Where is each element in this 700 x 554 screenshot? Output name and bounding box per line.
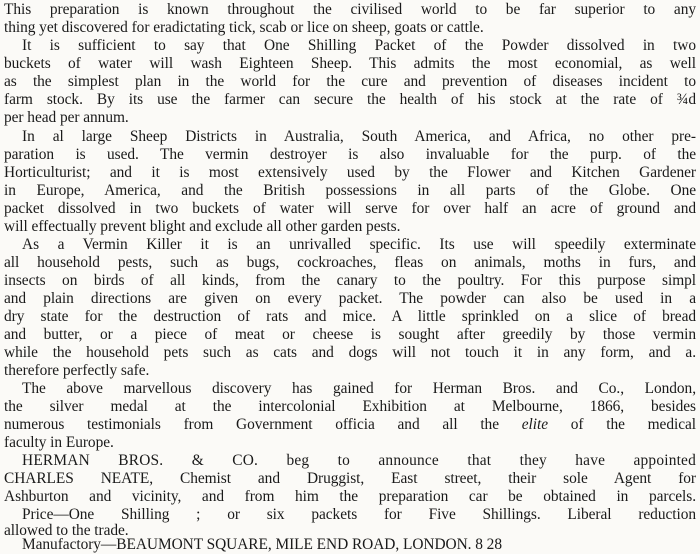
text-line: while the household pets such as cats and dogs will not touch it in any form, and a.	[4, 344, 696, 361]
text-line: as the simplest plan in the world for the cure and prevention of diseases incident to	[4, 73, 696, 90]
text-line: therefore perfectly safe.	[4, 362, 150, 379]
text-line: allowed to the trade.	[4, 522, 129, 539]
text-line: In al large Sheep Districts in Australia, South America, and Africa, no other pre-	[22, 128, 696, 145]
text-line: As a Vermin Killer it is an unrivalled specific. Its use will speedily exterminate	[22, 236, 696, 253]
text-line: Horticulturist; and it is most extensively used by the Flower and Kitchen Gardener	[4, 164, 696, 181]
italic-word: elite	[521, 416, 548, 433]
text-line: This preparation is known throughout the civilised world to be far superior to any	[4, 1, 696, 18]
text-segment: of the medical	[548, 416, 696, 433]
text-line: The above marvellous discovery has gained for Herman Bros. and Co., London,	[22, 380, 696, 397]
text-line: will effectually prevent blight and exclude all other garden pests.	[4, 218, 401, 235]
text-line: and butter, or a piece of meat or cheese is sought after greedily by those vermin	[4, 326, 696, 343]
text-line: It is sufficient to say that One Shilling Packet of the Powder dissolved in two	[22, 37, 696, 54]
text-line: Ashburton and vicinity, and from him the preparation car be obtained in parcels.	[4, 488, 696, 505]
text-line: Manufactory—BEAUMONT SQUARE, MILE END ROAD, LONDON. 8 28	[22, 536, 502, 553]
text-line: the silver medal at the intercolonial Exhibition at Melbourne, 1866, besides	[4, 398, 696, 415]
text-line: all household pests, such as bugs, cockroaches, fleas on animals, moths in furs, and	[4, 254, 696, 271]
text-line: paration is used. The vermin destroyer is also invaluable for the purp. of the	[4, 146, 696, 163]
text-line: CHARLES NEATE, Chemist and Druggist, East street, their sole Agent for	[4, 470, 696, 487]
text-line: in Europe, America, and the British possessions in all parts of the Globe. One	[4, 182, 696, 199]
text-line: per head per annum.	[4, 109, 129, 126]
text-line: Price—One Shilling ; or six packets for Five Shillings. Liberal reduction	[22, 506, 696, 523]
text-line: faculty in Europe.	[4, 434, 114, 451]
text-line: thing yet discovered for eradictating tick, scab or lice on sheep, goats or cattle.	[4, 19, 484, 36]
text-segment: numerous testimonials from Government officia and all the	[4, 416, 522, 433]
text-line: farm stock. By its use the farmer can secure the health of his stock at the rate of ¾d	[4, 91, 696, 108]
text-line: insects on birds of all kinds, from the canary to the poultry. For this purpose simpl	[4, 272, 696, 289]
text-line: dry state for the destruction of rats and mice. A little sprinkled on a slice of bread	[4, 308, 696, 325]
text-line: packet dissolved in two buckets of water will serve for over half an acre of ground and	[4, 200, 696, 217]
text-line: and plain directions are given on every packet. The powder can also be used in a	[4, 290, 696, 307]
text-line: HERMAN BROS. & CO. beg to announce that they have appointed	[22, 452, 696, 469]
text-line	[4, 416, 696, 434]
text-line: buckets of water will wash Eighteen Sheep. This admits the most economial, as well	[4, 55, 696, 72]
